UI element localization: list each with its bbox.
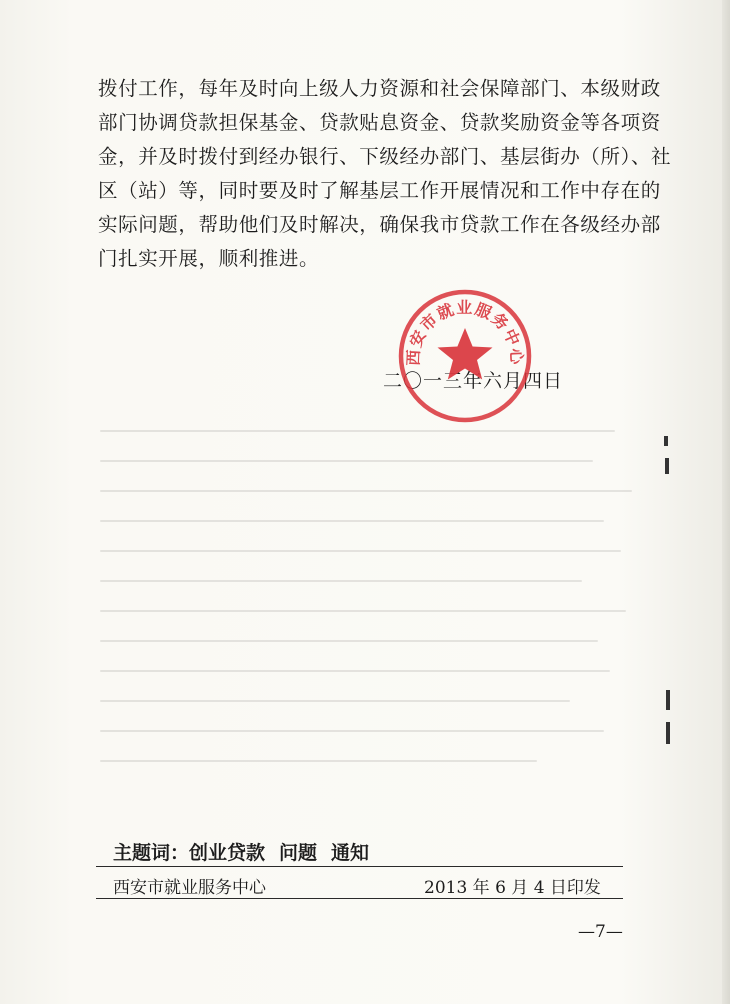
keywords-label: 主题词： (113, 842, 190, 864)
subject-keywords (113, 838, 369, 865)
issuing-organization: 西安市就业服务中心 (113, 878, 266, 898)
bleed-through-text (100, 430, 660, 830)
seal-text: 西安市就业服务中心 (403, 298, 527, 367)
seal-star-icon (438, 328, 493, 380)
body-line: 门扎实开展，顺利推进。 (98, 247, 320, 270)
footer-top-rule (96, 866, 623, 867)
body-line: 实际问题，帮助他们及时解决，确保我市贷款工作在各级经办部 (98, 213, 661, 236)
keyword-item: 问题 (279, 842, 318, 864)
body-line: 金，并及时拨付到经办银行、下级经办部门、基层街办（所）、社 (98, 145, 672, 168)
print-date: 2013 年 6 月 4 日印发 (424, 878, 601, 898)
body-line: 部门协调贷款担保基金、贷款贴息资金、贷款奖励资金等各项资 (98, 111, 661, 134)
issue-date: 二〇一三年六月四日 (383, 370, 564, 392)
binding-mark (666, 690, 670, 710)
body-line: 拨付工作，每年及时向上级人力资源和社会保障部门、本级财政 (98, 77, 661, 100)
binding-mark (666, 722, 670, 744)
keyword-item: 通知 (331, 842, 370, 864)
binding-mark (664, 436, 668, 446)
binding-mark (665, 458, 669, 474)
footer-bottom-rule (96, 898, 623, 899)
page-number: —7— (578, 922, 623, 942)
body-line: 区（站）等，同时要及时了解基层工作开展情况和工作中存在的 (98, 179, 661, 202)
page-edge-shadow (722, 0, 730, 1004)
official-seal (395, 286, 535, 426)
body-paragraph (98, 72, 672, 276)
keyword-item: 创业贷款 (189, 842, 266, 864)
